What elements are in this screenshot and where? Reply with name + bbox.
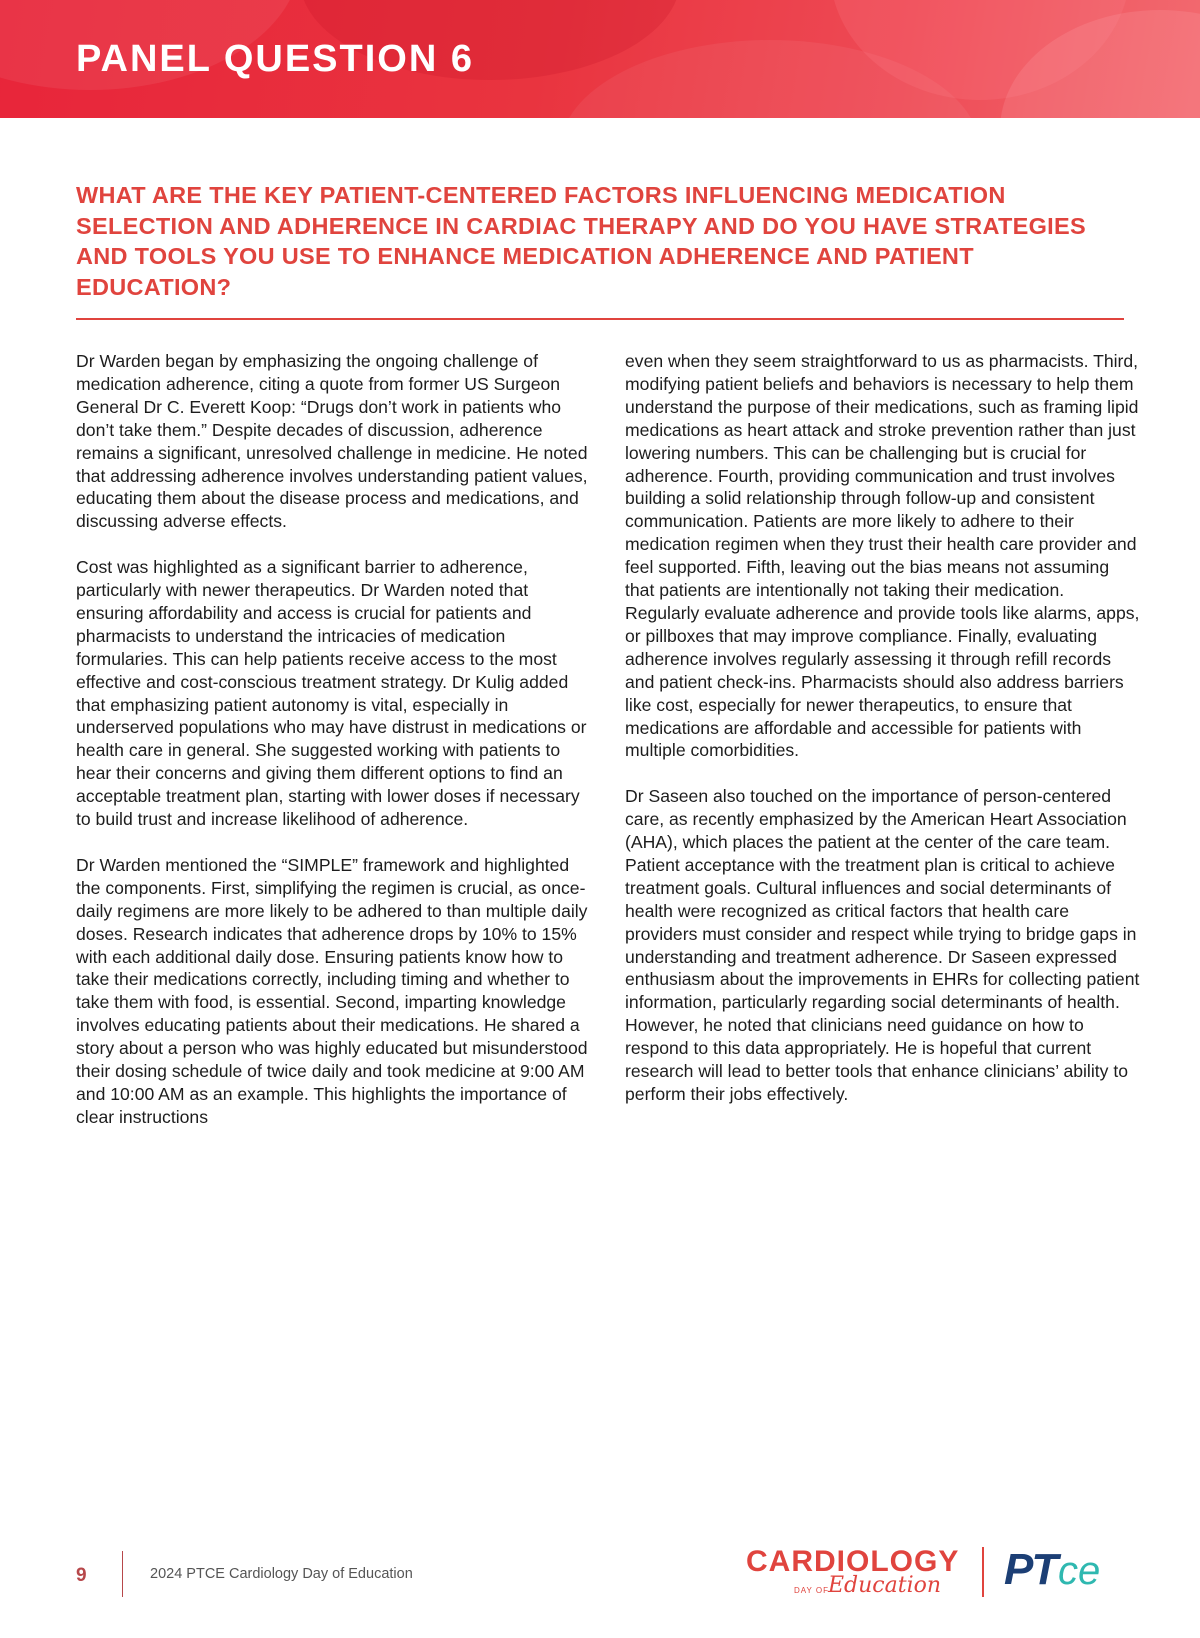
body-paragraph: Dr Warden began by emphasizing the ongoing challenge of medication adherence, citing a quote from former US Surgeon General Dr C. Everett Koop: “Drugs don’t work in patients who don’t take them.” Despite decades of discussion, adherence remains a significant, unresolved challenge in medicine. He noted that addressing adherence involves understanding patient values, educating them about the disease process and medications, and discussing adverse effects. bbox=[76, 351, 588, 532]
page-title: PANEL QUESTION 6 bbox=[76, 38, 474, 80]
body-paragraph: Cost was highlighted as a significant barrier to adherence, particularly with newer therapeutics. Dr Warden noted that ensuring affordability and access is crucial for patients and pharmacists to understand the intricacies of medication formularies. This can help patients receive access to the most effective and cost-conscious treatment strategy. Dr Kulig added that emphasizing patient autonomy is vital, especially in underserved populations who may have distrust in medications or health care in general. She suggested working with patients to hear their concerns and giving them different options to find an acceptable treatment plan, starting with lower doses if necessary to build trust and increase likelihood of adherence. bbox=[76, 557, 587, 830]
body-paragraph: even when they seem straightforward to us as pharmacists. Third, modifying patient beliefs and behaviors is necessary to help them understand the purpose of their medications, such as framing lipid medications as heart attack and stroke prevention rather than just lowering numbers. This can be challenging but is crucial for adherence. Fourth, providing communication and trust involves building a solid relationship through follow-up and consistent communication. Patients are more likely to adhere to their medication regimen when they trust their health care provider and feel supported. Fifth, leaving out the bias means not assuming that patients are intentionally not taking their medication. Regularly evaluate adherence and provide tools like alarms, apps, or pillboxes that may improve compliance. Finally, evaluating adherence involves regularly assessing it through refill records and patient check-ins. Pharmacists should also address barriers like cost, especially for newer therapeutics, to ensure that medications are affordable and accessible for patients with multiple comorbidities. bbox=[625, 351, 1140, 761]
logo-day-of-text: DAY OF bbox=[794, 1586, 830, 1595]
cardiology-day-of-education-logo bbox=[746, 1545, 966, 1603]
page-number: 9 bbox=[76, 1565, 87, 1586]
divider bbox=[76, 318, 1124, 320]
logo-pt-text: PT bbox=[1004, 1545, 1057, 1594]
footer-divider bbox=[122, 1551, 123, 1597]
question-heading: WHAT ARE THE KEY PATIENT-CENTERED FACTORS INFLUENCING MEDICATION SELECTION AND ADHERENCE IN CARDIAC THERAPY AND DO YOU HAVE STRATEGIES AND TOOLS YOU USE TO ENHANCE MEDICATION ADHERENCE AND PATIENT EDUCATION? bbox=[76, 182, 1086, 300]
logo-cardiology-text: CARDIOLOGY bbox=[746, 1545, 960, 1578]
logo-ce-text: ce bbox=[1058, 1549, 1101, 1593]
body-column-right bbox=[625, 350, 1140, 1129]
logo-divider bbox=[982, 1547, 984, 1597]
page-footer bbox=[0, 1545, 1200, 1605]
body-column-left bbox=[76, 350, 591, 1152]
header-banner bbox=[0, 0, 1200, 118]
ptce-logo bbox=[1004, 1545, 1124, 1601]
publication-name: 2024 PTCE Cardiology Day of Education bbox=[150, 1566, 413, 1582]
logo-education-text: Education bbox=[828, 1573, 942, 1598]
body-paragraph: Dr Saseen also touched on the importance of person-centered care, as recently emphasized by the American Heart Association (AHA), which places the patient at the center of the care team. Patient acceptance with the treatment plan is critical to achieve treatment goals. Cultural influences and social determinants of health were recognized as critical factors that health care providers must consider and respect while trying to bridge gaps in understanding and treatment adherence. Dr Saseen expressed enthusiasm about the improvements in EHRs for collecting patient information, particularly regarding social determinants of health. However, he noted that clinicians need guidance on how to respond to this data appropriately. He is hopeful that current research will lead to better tools that enhance clinicians’ ability to perform their jobs effectively. bbox=[625, 786, 1140, 1104]
body-paragraph: Dr Warden mentioned the “SIMPLE” framework and highlighted the components. First, simplifying the regimen is crucial, as once-daily regimens are more likely to be adhered to than multiple daily doses. Research indicates that adherence drops by 10% to 15% with each additional daily dose. Ensuring patients know how to take their medications correctly, including timing and whether to take them with food, is essential. Second, imparting knowledge involves educating patients about their medications. He shared a story about a person who was highly educated but misunderstood their dosing schedule of twice daily and took medicine at 9:00 AM and 10:00 AM as an example. This highlights the importance of clear instructions bbox=[76, 854, 588, 1127]
